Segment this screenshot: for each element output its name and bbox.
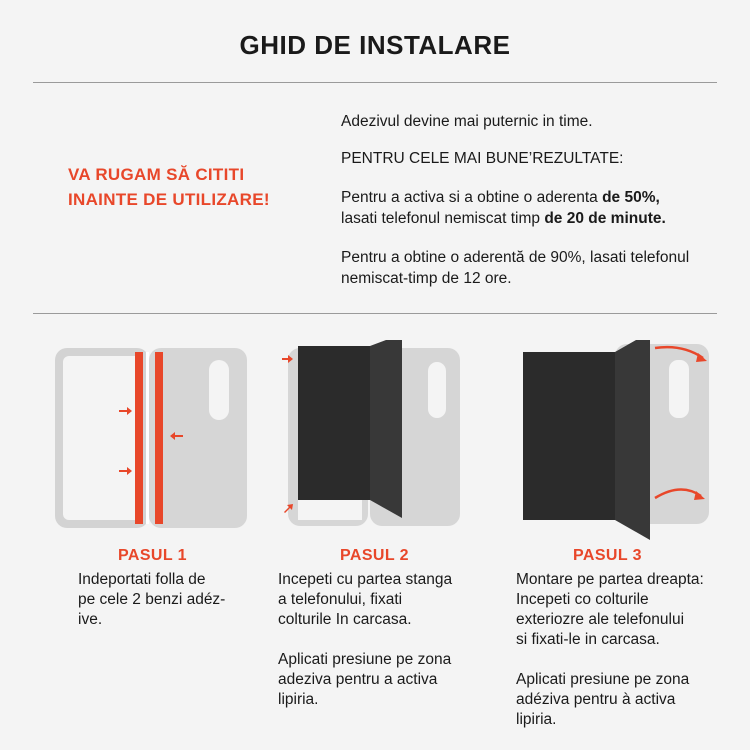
adhesive-info <box>341 111 731 305</box>
page-title: GHID DE INSTALARE <box>239 30 511 60</box>
attach-left-side-illustration <box>270 340 490 540</box>
info-line-2: PENTRU CELE MAI BUNE’REZULTATE: <box>341 150 624 167</box>
step-1-text: Indeportati folla de pe cele 2 benzi adéz- ive. <box>78 571 226 628</box>
info-line-1: Adezivul devine mai puternic in time. <box>341 113 593 130</box>
warning-line-1: VA RUGAM SĂ CITITI <box>68 165 245 184</box>
step-3-illustration <box>505 340 725 540</box>
info-p3-c: lasati telefonul nemiscat timp <box>341 210 545 227</box>
step-2-illustration <box>270 340 490 540</box>
step-2-text: Incepeti cu partea stanga a telefonului, fixati colturile In carcasa. Aplicati presiune pe zona adeziva pentru a activa lipiria. <box>278 571 453 708</box>
step-3-title: PASUL 3 <box>573 547 642 564</box>
warning-line-2: INAINTE DE UTILIZARE! <box>68 190 270 209</box>
step-1-illustration <box>45 340 265 540</box>
divider-top <box>33 82 717 83</box>
step-1-title: PASUL 1 <box>118 547 187 564</box>
attach-right-side-illustration <box>505 340 725 540</box>
step-2-title: PASUL 2 <box>340 547 409 564</box>
info-paragraph-50 <box>341 187 731 229</box>
open-case-with-tape-illustration <box>45 340 265 540</box>
info-p3-d: de 20 de minute. <box>544 210 666 227</box>
step-3-text: Montare pe partea dreapta: Incepeti co colturile exteriozre ale telefonului si fixati-le in carcasa. Aplicati presiune pe zona adéziva pentru à activa lipiria. <box>516 571 704 728</box>
info-p3-b: de 50%, <box>602 189 660 206</box>
info-p3-a: Pentru a activa si a obtine o aderenta <box>341 189 603 206</box>
info-paragraph-90: Pentru a obtine o aderentă de 90%, lasati telefonul nemiscat-timp de 12 ore. <box>341 249 690 287</box>
divider-middle <box>33 313 717 314</box>
warning-notice <box>68 162 318 212</box>
